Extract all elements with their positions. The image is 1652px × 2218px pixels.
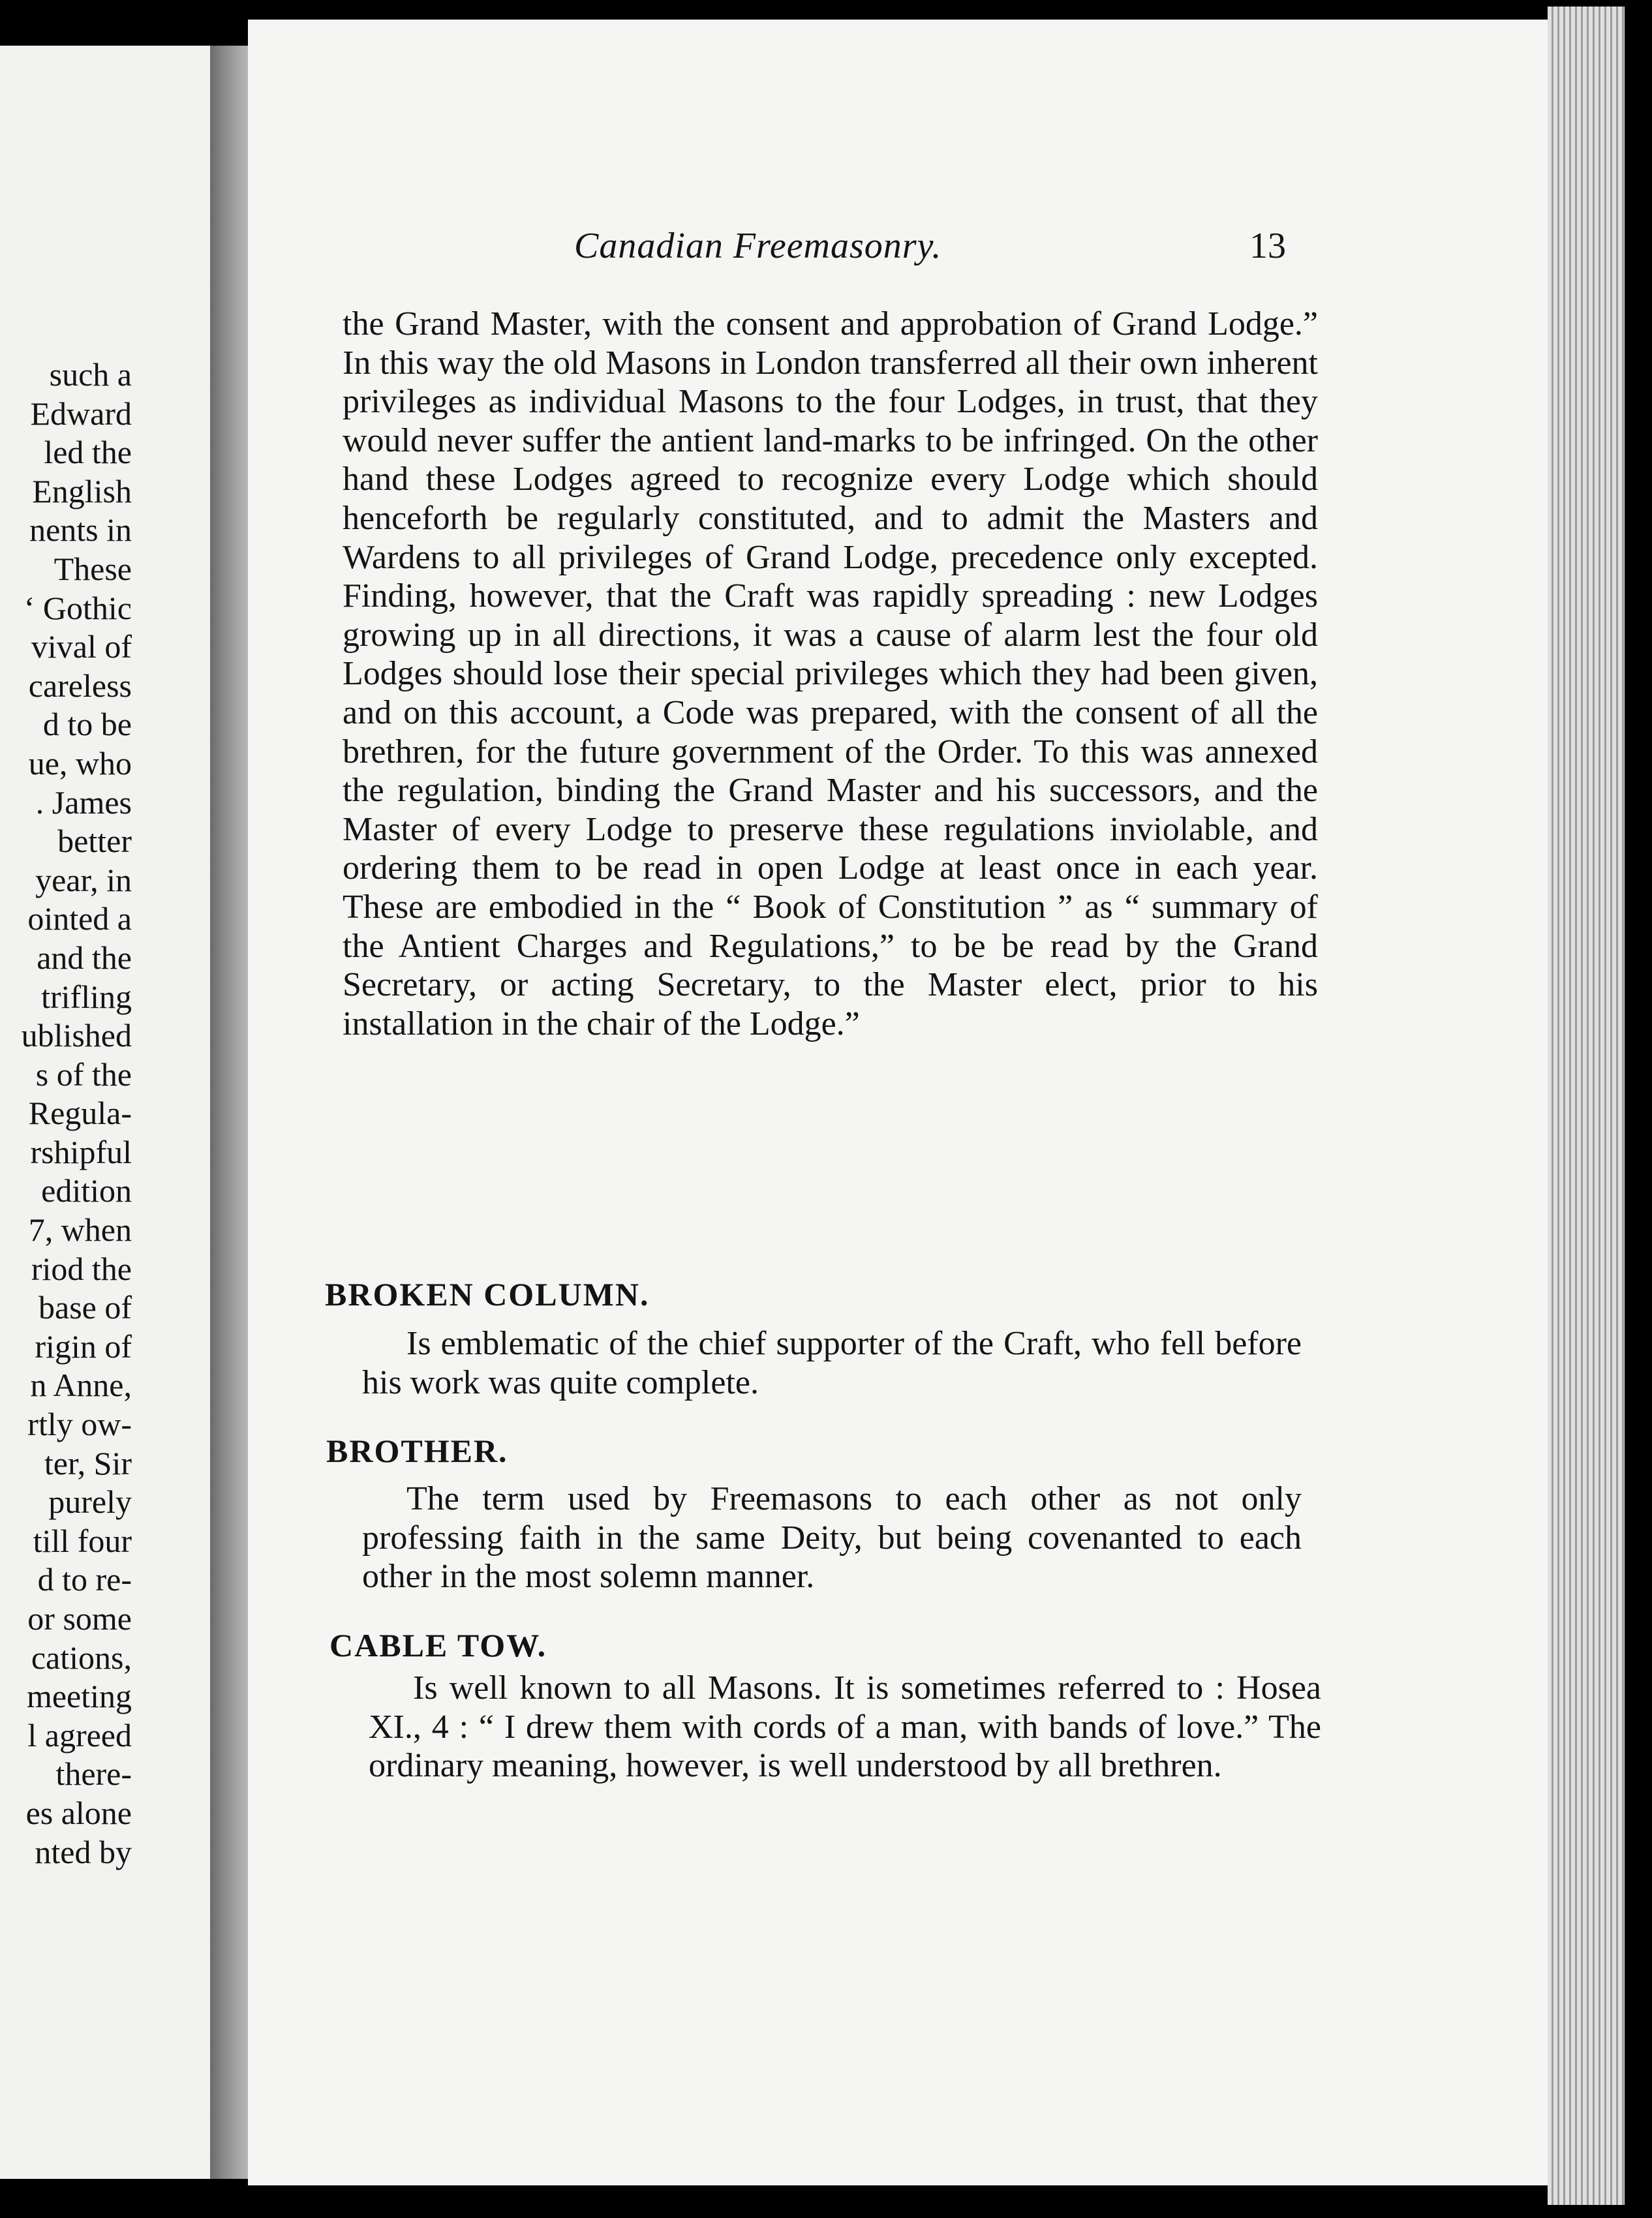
left-page-fragment bbox=[0, 46, 210, 2179]
left-line: edition bbox=[41, 1172, 132, 1209]
left-line: nents in bbox=[29, 511, 132, 549]
left-line: cations, bbox=[31, 1639, 132, 1676]
left-line: such a bbox=[49, 356, 132, 393]
left-line: rigin of bbox=[35, 1328, 132, 1365]
left-line: trifling bbox=[41, 978, 132, 1015]
left-line: ublished bbox=[21, 1017, 132, 1054]
left-line: ‘ Gothic bbox=[23, 589, 132, 626]
left-line: 7, when bbox=[28, 1211, 132, 1249]
left-page-text bbox=[0, 356, 132, 1872]
left-line: led the bbox=[44, 434, 132, 471]
left-line: base of bbox=[38, 1289, 132, 1326]
continuation-paragraph: the Grand Master, with the consent and approbation of Grand Lodge.” In this way the old Masons in London transferred all their own inherent privileges as individual Masons to the four Lodges, in trust, that they would never suffer the antient land-marks to be infringed. On the other hand these Lodges agreed to recognize every Lodge which should henceforth be regularly constituted, and to admit the Masters and Wardens to all privileges of Grand Lodge, precedence only excepted. Finding, however, that the Craft was rapidly spreading : new Lodges growing up in all directions, it was a cause of alarm lest the four old Lodges should lose their special privileges which they had been given, and on this account, a Code was prepared, with the consent of all the brethren, for the future government of the Order. To this was annexed the regulation, binding the Grand Master and his successors, and the Master of every Lodge to preserve these regulations inviolable, and ordering them to be read in open Lodge at least once in each year. These are embodied in the “ Book of Constitution ” as “ summary of the Antient Charges and Regulations,” to be be read by the Grand Secretary, or acting Secretary, to the Master elect, prior to his installation in the chair of the Lodge.” bbox=[343, 305, 1318, 1042]
left-line: or some bbox=[27, 1600, 132, 1637]
left-line: ue, who bbox=[28, 744, 132, 782]
left-line: vival of bbox=[31, 628, 132, 665]
page-number: 13 bbox=[1249, 226, 1286, 266]
left-line: s of the bbox=[35, 1056, 132, 1093]
page-edges bbox=[1548, 7, 1625, 2205]
running-head: Canadian Freemasonry. bbox=[574, 226, 942, 266]
left-line: till four bbox=[33, 1522, 132, 1559]
book-gutter bbox=[210, 46, 248, 2179]
left-line: Edward bbox=[30, 395, 132, 432]
entry-text-brother: The term used by Freemasons to each other as not only professing faith in the same Deity, but being covenanted to each other in the most solemn manner. bbox=[362, 1480, 1302, 1596]
left-line: and the bbox=[37, 939, 132, 976]
left-line: meeting bbox=[26, 1678, 132, 1715]
continuation-paragraph-block bbox=[343, 305, 1318, 1043]
left-line: careless bbox=[28, 667, 132, 704]
left-line: there- bbox=[55, 1755, 132, 1793]
left-line: d to re- bbox=[37, 1561, 132, 1598]
left-line: . James bbox=[35, 783, 132, 821]
left-line: year, in bbox=[35, 861, 132, 898]
entry-heading-brother: BROTHER. bbox=[326, 1433, 508, 1469]
left-line: purely bbox=[48, 1483, 132, 1521]
left-line: ter, Sir bbox=[44, 1444, 132, 1481]
entry-heading-broken-column: BROKEN COLUMN. bbox=[325, 1276, 650, 1313]
left-line: d to be bbox=[42, 706, 132, 743]
left-line: English bbox=[32, 472, 132, 509]
left-line: These bbox=[54, 550, 132, 587]
left-line: rshipful bbox=[30, 1133, 132, 1170]
left-line: better bbox=[57, 823, 132, 860]
left-line: rtly ow- bbox=[27, 1406, 132, 1443]
left-line: riod the bbox=[31, 1250, 132, 1287]
left-line: nted by bbox=[35, 1833, 132, 1870]
left-line: Regula- bbox=[28, 1095, 132, 1132]
entry-text-broken-column: Is emblematic of the chief supporter of the Craft, who fell before his work was quite complete. bbox=[362, 1325, 1302, 1401]
entry-heading-cable-tow: CABLE TOW. bbox=[329, 1627, 547, 1664]
left-line: es alone bbox=[25, 1794, 132, 1831]
left-line: l agreed bbox=[27, 1716, 132, 1754]
entry-text-cable-tow: Is well known to all Masons. It is sometimes referred to : Hosea XI., 4 : “ I drew them with cords of a man, with bands of love.” The ordinary meaning, however, is well understood by all brethren. bbox=[369, 1669, 1321, 1785]
left-line: n Anne, bbox=[30, 1367, 132, 1404]
left-line: ointed a bbox=[27, 900, 132, 937]
